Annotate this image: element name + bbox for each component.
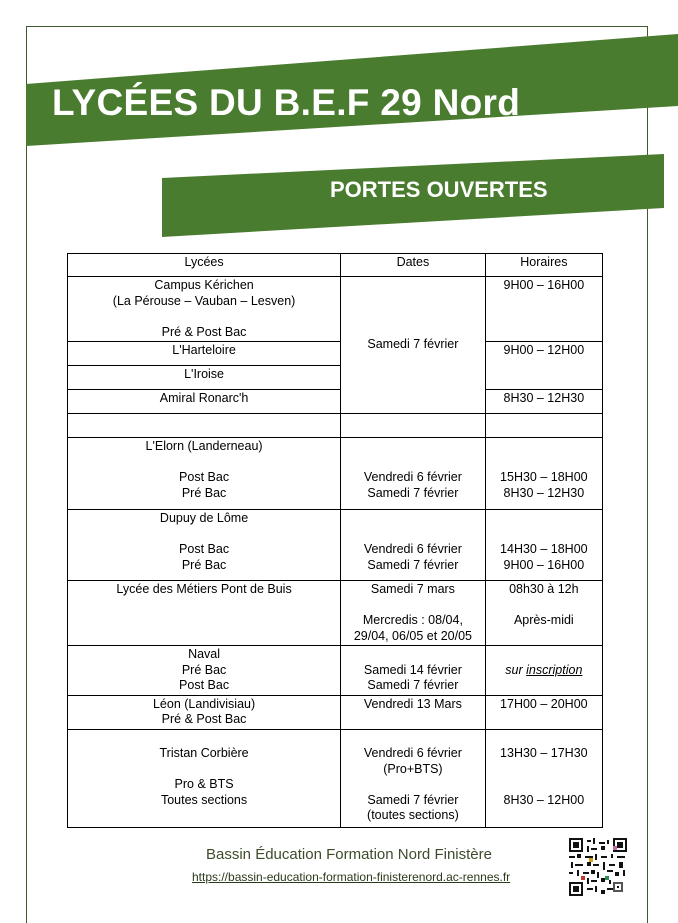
hours-prefix: sur	[505, 662, 523, 677]
hours-cell	[485, 729, 602, 827]
lycee-cell	[68, 646, 341, 696]
date-cell	[341, 581, 486, 646]
header-horaires: Horaires	[485, 254, 602, 277]
hours-cell: 9H00 – 16H00	[485, 277, 602, 342]
table-row	[68, 510, 603, 581]
table-row	[68, 581, 603, 646]
table-row	[68, 277, 603, 342]
date-value: Samedi 7 février	[367, 557, 459, 572]
hours-value: 8H30 – 12H30	[503, 485, 585, 500]
lycee-name: L'Elorn (Landerneau)	[145, 439, 263, 453]
hours-value: 15H30 – 18H00	[500, 470, 588, 484]
hours-cell: 9H00 – 12H00	[485, 342, 602, 390]
empty-cell	[68, 414, 341, 438]
schedule-table	[67, 253, 603, 828]
header-dates: Dates	[341, 254, 486, 277]
lycee-cell	[68, 695, 341, 729]
table-row	[68, 342, 603, 366]
lycee-name: Naval	[188, 647, 221, 661]
lycee-level: Pré Bac	[181, 557, 227, 572]
lycee-level: Pré Bac	[181, 485, 227, 500]
lycee-cell	[68, 438, 341, 510]
table-row	[68, 646, 603, 696]
lycee-level: Post Bac	[179, 470, 230, 484]
hours-value: 9H00 – 16H00	[503, 557, 585, 572]
date-cell	[341, 646, 486, 696]
date-value: Samedi 14 février	[363, 662, 462, 677]
hours-value: 14H30 – 18H00	[500, 542, 588, 556]
date-cell	[341, 729, 486, 827]
footer-org: Bassin Éducation Formation Nord Finistère	[206, 846, 492, 863]
lycee-cell: Amiral Ronarc'h	[68, 390, 341, 414]
lycee-cell	[68, 510, 341, 581]
lycee-cell: L'Harteloire	[68, 342, 341, 366]
hours-cell: 17H00 – 20H00	[485, 695, 602, 729]
lycee-level: Pro & BTS	[174, 777, 234, 791]
lycee-cell: L'Iroise	[68, 366, 341, 390]
page-title: LYCÉES DU B.E.F 29 Nord	[52, 82, 521, 123]
date-cell	[341, 438, 486, 510]
date-value: Samedi 7 février	[367, 678, 459, 692]
hours-cell: 8H30 – 12H30	[485, 390, 602, 414]
lycee-level: Pré Bac	[181, 662, 227, 677]
qr-code-icon	[569, 838, 627, 896]
table-row	[68, 729, 603, 827]
date-value: Samedi 7 février	[367, 485, 459, 500]
date-value: Mercredis : 08/04,	[362, 613, 463, 627]
empty-cell	[341, 414, 486, 438]
hours-cell	[485, 646, 602, 696]
lycee-name: Dupuy de Lôme	[159, 511, 249, 525]
table-row	[68, 695, 603, 729]
hours-cell	[485, 438, 602, 510]
hours-cell	[485, 581, 602, 646]
table-row-spacer	[68, 414, 603, 438]
lycee-name: Tristan Corbière	[159, 746, 249, 760]
hours-cell	[485, 510, 602, 581]
lycee-cell	[68, 729, 341, 827]
date-value: Vendredi 6 février	[363, 746, 462, 760]
lycee-cell	[68, 277, 341, 342]
footer-url-link[interactable]: https://bassin-education-formation-finisterenord.ac-rennes.fr	[192, 870, 511, 884]
lycee-level: Post Bac	[179, 542, 230, 556]
lycee-cell: Lycée des Métiers Pont de Buis	[68, 581, 341, 646]
hours-value: 08h30 à 12h	[509, 582, 579, 596]
date-value: (toutes sections)	[367, 808, 459, 822]
date-value: Vendredi 6 février	[363, 470, 462, 484]
date-value: Samedi 7 mars	[370, 582, 455, 596]
hours-value: Après-midi	[513, 613, 574, 627]
table-header-row	[68, 254, 603, 277]
date-cell	[341, 510, 486, 581]
lycee-level: Toutes sections	[160, 792, 248, 807]
table-row	[68, 390, 603, 414]
lycee-level: Post Bac	[179, 678, 230, 692]
date-value: (Pro+BTS)	[383, 761, 443, 776]
lycee-name: Campus Kérichen	[154, 278, 254, 292]
hours-value: 13H30 – 17H30	[500, 746, 588, 760]
header-lycees: Lycées	[68, 254, 341, 277]
date-cell: Samedi 7 février	[341, 277, 486, 414]
lycee-sub: (La Pérouse – Vauban – Lesven)	[112, 293, 296, 308]
lycee-name: Léon (Landivisiau)	[152, 696, 256, 711]
lycee-level: Pré & Post Bac	[161, 712, 247, 726]
page-subtitle: PORTES OUVERTES	[330, 177, 548, 202]
empty-cell	[485, 414, 602, 438]
date-value: 29/04, 06/05 et 20/05	[353, 628, 472, 643]
inscription-link[interactable]: inscription	[526, 662, 583, 677]
hours-value: 8H30 – 12H00	[503, 792, 585, 807]
date-value: Vendredi 6 février	[363, 542, 462, 556]
lycee-level: Pré & Post Bac	[161, 324, 247, 339]
table-row	[68, 438, 603, 510]
date-value: Samedi 7 février	[367, 792, 459, 807]
date-cell: Vendredi 13 Mars	[341, 695, 486, 729]
